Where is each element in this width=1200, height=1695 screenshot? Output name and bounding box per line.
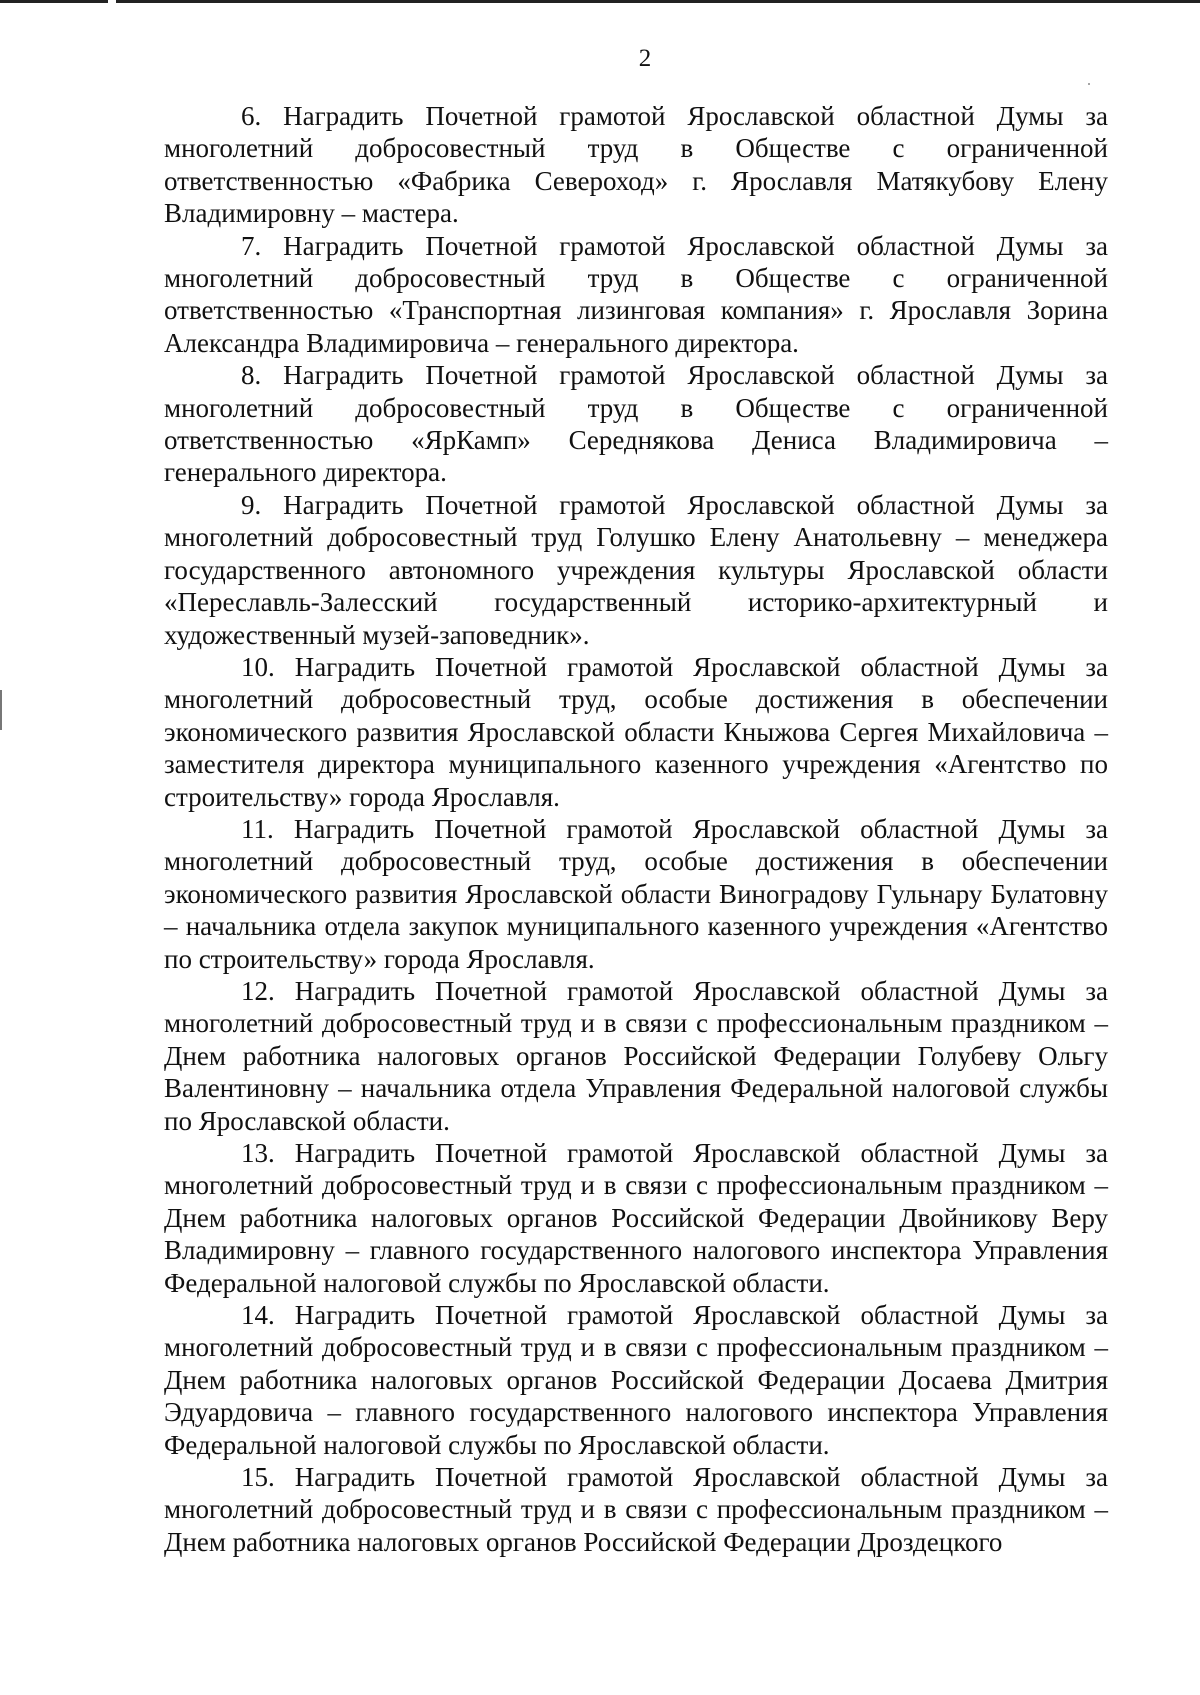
paragraph-item-9: 9. Наградить Почетной грамотой Ярославской областной Думы за многолетний добросовестный труд Голушко Елену Анатольевну – менеджера государственного автономного учреждения культуры Ярославской области «Переславль-Залесский государственный историко-архитектурный и художественный музей-заповедник». (164, 489, 1108, 650)
paragraph-item-11: 11. Наградить Почетной грамотой Ярославской областной Думы за многолетний добросовестный труд, особые достижения в обеспечении экономического развития Ярославской области Виноградову Гульнару Булатовну – начальника отдела закупок муниципального казенного учреждения «Агентство по строительству» города Ярославля. (164, 813, 1108, 974)
paragraph-item-14: 14. Наградить Почетной грамотой Ярославской областной Думы за многолетний добросовестный труд и в связи с профессиональным праздником – Днем работника налоговых органов Российской Федерации Досаева Дмитрия Эдуардовича – главного государственного налогового инспектора Управления Федеральной налоговой службы по Ярославской области. (164, 1300, 1108, 1460)
scan-edge-left (0, 690, 2, 730)
scan-speck (1088, 83, 1090, 85)
scan-edge-gap (108, 0, 116, 4)
paragraph-item-15: 15. Наградить Почетной грамотой Ярославской областной Думы за многолетний добросовестный труд и в связи с профессиональным праздником – Днем работника налоговых органов Российской Федерации Дроздецкого (164, 1462, 1108, 1557)
paragraph-item-10: 10. Наградить Почетной грамотой Ярославской областной Думы за многолетний добросовестный труд, особые достижения в обеспечении экономического развития Ярославской области Кныжова Сергея Михайловича – заместителя директора муниципального казенного учреждения «Агентство по строительству» города Ярославля. (164, 651, 1108, 812)
paragraph-item-13: 13. Наградить Почетной грамотой Ярославской областной Думы за многолетний добросовестный труд и в связи с профессиональным праздником – Днем работника налоговых органов Российской Федерации Двойникову Веру Владимировну – главного государственного налогового инспектора Управления Федеральной налоговой службы по Ярославской области. (164, 1138, 1108, 1298)
page-number: 2 (638, 45, 652, 72)
paragraph-item-7: 7. Наградить Почетной грамотой Ярославской областной Думы за многолетний добросовестный труд в Обществе с ограниченной ответственностью «Транспортная лизинговая компания» г. Ярославля Зорина Александра Владимировича – генерального директора. (164, 230, 1108, 358)
document-body (164, 100, 1108, 1558)
paragraph-item-8: 8. Наградить Почетной грамотой Ярославской областной Думы за многолетний добросовестный труд в Обществе с ограниченной ответственностью «ЯрКамп» Середнякова Дениса Владимировича – генерального директора. (164, 360, 1108, 488)
paragraph-item-12: 12. Наградить Почетной грамотой Ярославской областной Думы за многолетний добросовестный труд и в связи с профессиональным праздником – Днем работника налоговых органов Российской Федерации Голубеву Ольгу Валентиновну – начальника отдела Управления Федеральной налоговой службы по Ярославской области. (164, 975, 1108, 1136)
scan-edge-top (0, 0, 1200, 3)
paragraph-item-6: 6. Наградить Почетной грамотой Ярославской областной Думы за многолетний добросовестный труд в Обществе с ограниченной ответственностью «Фабрика Североход» г. Ярославля Матякубову Елену Владимировну – мастера. (164, 101, 1108, 229)
